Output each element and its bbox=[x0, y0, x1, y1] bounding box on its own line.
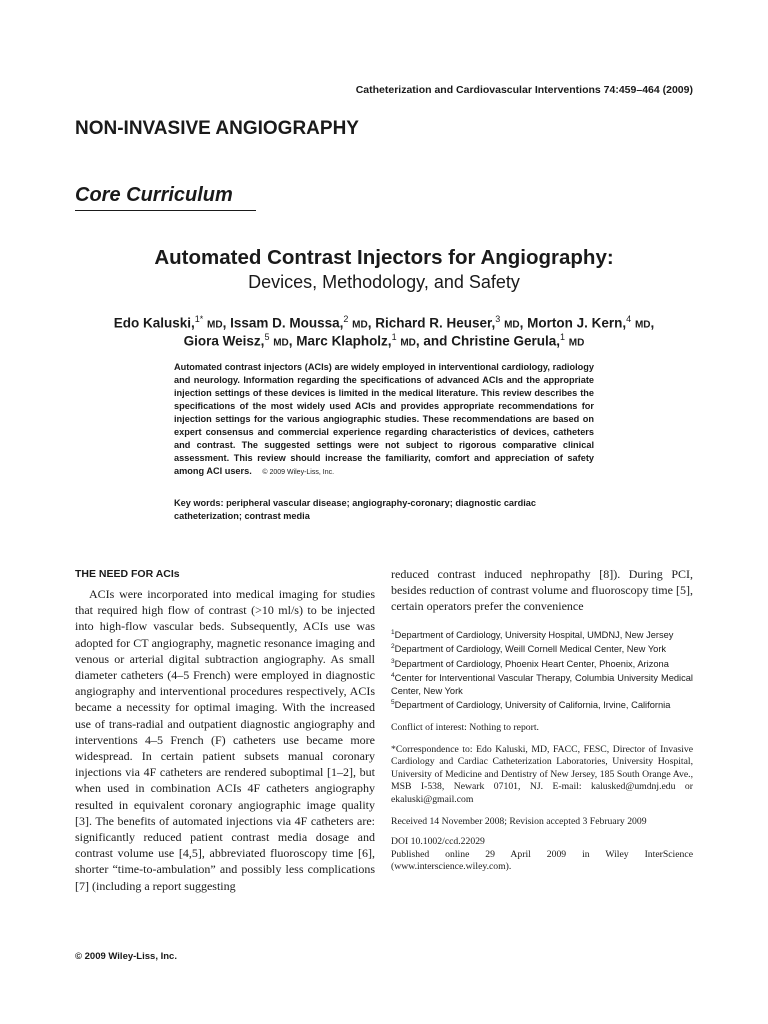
affiliation-item: $^4$Center for Interventional Vascular Therapy, Columbia University Medical Center, New York bbox=[391, 672, 693, 696]
journal-citation: Catheterization and Cardiovascular Interventions 74:459–464 (2009) bbox=[355, 84, 693, 96]
body-paragraph-continued: reduced contrast induced nephropathy [8]). During PCI, besides reduction of contrast volume and fluoroscopy time [5], certain operators prefer the convenience bbox=[391, 567, 693, 614]
abstract bbox=[174, 361, 594, 479]
body-paragraph: ACIs were incorporated into medical imaging for studies that required high flow of contrast (>10 ml/s) to be injected into high-flow vascular beds. Subsequently, ACIs use was adopted for CT angiography, magnetic resonance imaging and venous or arterial digital subtraction angiography. As small diameter catheters (4–5 French) were employed in diagnostic angiography and interventional procedures respectively, ACIs became a necessity for optimal imaging. With the increased use of trans-radial and outpatient diagnostic angiography and interventions 4–5 French (F) catheters use became more widespread. In certain patient subsets manual coronary injections via 4F catheters are rendered suboptimal [1–2], but when used in combination ACIs 4F catheters angiography resulted in equivalent coronary angiographic image quality [3]. The benefits of automated injections via 4F catheters are: significantly reduced patient contrast media dosage and contrast volume use [4,5], abbreviated fluoroscopy time [6], shorter “time-to-ambulation” and possibly less complications [7] (including a report suggesting bbox=[75, 587, 375, 893]
need-for-acis-heading: THE NEED FOR ACIs bbox=[75, 568, 180, 580]
right-column bbox=[391, 566, 693, 874]
abstract-copyright: © 2009 Wiley-Liss, Inc. bbox=[262, 469, 335, 476]
author-affiliation-marker: 1 bbox=[559, 332, 565, 342]
author-degree: MD bbox=[400, 337, 416, 349]
affiliation-item: $^5$Department of Cardiology, University of California, Irvine, California bbox=[391, 699, 671, 711]
curriculum-underline bbox=[75, 210, 256, 211]
author-name: Edo Kaluski, bbox=[113, 315, 195, 331]
correspondence: *Correspondence to: Edo Kaluski, MD, FACC, FESC, Director of Invasive Cardiology and Cardiac Catheterization Laboratories, University Hospital, University of Medicine and Dentistry of New Jersey, 185 South Orange Ave., MSB I-538, Newark 07101, NJ. E-mail: kalusked@umdnj.edu or ekaluski@gmail.com bbox=[391, 743, 693, 805]
author-name: Morton J. Kern, bbox=[527, 315, 627, 331]
author-degree: MD bbox=[273, 337, 289, 349]
article-title: Automated Contrast Injectors for Angiography: bbox=[154, 246, 614, 269]
article-subtitle: Devices, Methodology, and Safety bbox=[248, 272, 520, 292]
author-affiliation-marker: 1* bbox=[194, 314, 204, 324]
conflict-of-interest: Conflict of interest: Nothing to report. bbox=[391, 721, 539, 733]
section-heading: NON-INVASIVE ANGIOGRAPHY bbox=[75, 118, 359, 139]
author-affiliation-marker: 5 bbox=[264, 332, 270, 342]
author-affiliation-marker: 3 bbox=[495, 314, 501, 324]
author-degree: MD bbox=[504, 319, 520, 331]
author-name: Marc Klapholz, bbox=[296, 333, 392, 349]
author-name: Giora Weisz, bbox=[183, 333, 265, 349]
published-online: Published online 29 April 2009 in Wiley InterScience (www.interscience.wiley.com). bbox=[391, 848, 693, 873]
author-line-1: Edo Kaluski,$^{1*}$ MD, Issam D. Moussa,$^2$ MD, Richard R. Heuser,$^3$ MD, Morton J. Kern,$^4$ MD, bbox=[113, 314, 655, 331]
authors-conjunction: and bbox=[423, 333, 448, 349]
affiliation-item: $^1$Department of Cardiology, University Hospital, UMDNJ, New Jersey bbox=[391, 628, 674, 640]
author-line-2: Giora Weisz,$^5$ MD, Marc Klapholz,$^1$ MD, and Christine Gerula,$^1$ MD bbox=[183, 332, 585, 349]
affiliation-item: $^3$Department of Cardiology, Phoenix Heart Center, Phoenix, Arizona bbox=[391, 657, 669, 669]
left-column bbox=[75, 566, 375, 894]
author-affiliation-marker: 1 bbox=[391, 332, 397, 342]
curriculum-heading: Core Curriculum bbox=[75, 184, 233, 206]
author-name: Richard R. Heuser, bbox=[375, 315, 496, 331]
author-degree: MD bbox=[207, 319, 223, 331]
author-degree: MD bbox=[352, 319, 368, 331]
affiliation-item: $^2$Department of Cardiology, Weill Cornell Medical Center, New York bbox=[391, 643, 667, 655]
keywords: Key words: peripheral vascular disease; angiography-coronary; diagnostic cardiac catheterization; contrast media bbox=[174, 498, 537, 521]
author-name: Christine Gerula, bbox=[451, 333, 560, 349]
author-name: Issam D. Moussa, bbox=[230, 315, 344, 331]
received-date: Received 14 November 2008; Revision accepted 3 February 2009 bbox=[391, 815, 647, 827]
footer-copyright: © 2009 Wiley-Liss, Inc. bbox=[75, 951, 177, 962]
affiliations bbox=[391, 627, 693, 712]
author-affiliation-marker: 2 bbox=[343, 314, 349, 324]
author-degree: MD bbox=[634, 319, 651, 331]
author-affiliation-marker: 4 bbox=[626, 314, 632, 324]
abstract-text: Automated contrast injectors (ACIs) are widely employed in interventional cardiology, radiology and neurology. Information regarding the specifications of advanced ACIs and the appropriate injection settings of these devices is limited in the medical literature. This review describes the specifications of the most widely used ACIs and provides appropriate recommendations for injection settings for the various angiographic studies. These recommendations are based on expert consensus and commercial experience regarding characteristics of devices, catheters and contrast. The suggested settings were not subject to rigorous comparative clinical assessment. This review should increase the familiarity, comfort and appreciation of safety among ACI users. bbox=[174, 362, 594, 476]
doi: DOI 10.1002/ccd.22029 bbox=[391, 836, 485, 848]
author-degree: MD bbox=[568, 337, 585, 349]
